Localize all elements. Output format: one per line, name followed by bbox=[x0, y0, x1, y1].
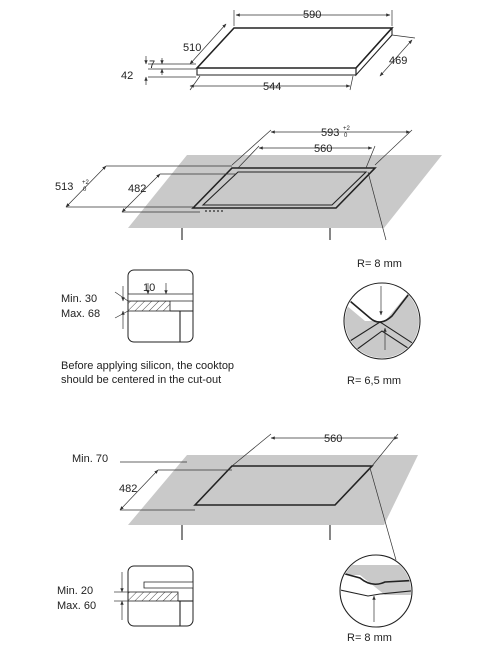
cutout-section bbox=[55, 126, 442, 387]
cooktop-front-edge bbox=[197, 68, 356, 75]
dim-inner-depth-482: 482 bbox=[128, 183, 147, 195]
radius-bottom-label: R= 6,5 mm bbox=[347, 375, 402, 387]
dim-height-42: 42 bbox=[121, 70, 134, 82]
dim-cutout-width-593: 593 bbox=[321, 127, 340, 139]
svg-text:0: 0 bbox=[344, 133, 348, 139]
dim-width-544: 544 bbox=[263, 81, 282, 93]
dim-depth-469: 469 bbox=[389, 55, 408, 67]
dim-width-560-2: 560 bbox=[324, 433, 343, 445]
cross-section-1 bbox=[115, 270, 193, 342]
install-section bbox=[57, 433, 420, 644]
min-70-label: Min. 70 bbox=[72, 453, 109, 465]
dim-rim-7: 7 bbox=[149, 59, 156, 71]
svg-text:0: 0 bbox=[83, 187, 87, 193]
dim-depth-482-2: 482 bbox=[119, 483, 138, 495]
note-line-2: should be centered in the cut-out bbox=[61, 374, 222, 386]
max-68-label: Max. 68 bbox=[61, 308, 101, 320]
dim-inner-width-560: 560 bbox=[314, 143, 333, 155]
dim-width-590: 590 bbox=[303, 9, 322, 21]
dim-cutout-depth-513: 513 bbox=[55, 181, 74, 193]
min-30-label: Min. 30 bbox=[61, 293, 98, 305]
cross-section-2 bbox=[114, 566, 193, 626]
corner-detail-r8-2 bbox=[335, 555, 420, 627]
radius-label-3: R= 8 mm bbox=[347, 632, 392, 644]
offset-10-label: 10 bbox=[143, 282, 156, 294]
dim-cutout-width-tol: +2 bbox=[343, 126, 350, 132]
cooktop-dimensions bbox=[121, 9, 415, 93]
radius-top-label: R= 8 mm bbox=[357, 258, 402, 270]
max-60-label: Max. 60 bbox=[57, 600, 97, 612]
cooktop-section-hatch bbox=[128, 301, 170, 311]
note-line-1: Before applying silicon, the cooktop bbox=[61, 360, 235, 372]
min-20-label: Min. 20 bbox=[57, 585, 94, 597]
dim-depth-510: 510 bbox=[183, 42, 202, 54]
dim-cutout-depth-tol: +2 bbox=[82, 180, 89, 186]
cooktop-top-surface bbox=[197, 28, 392, 68]
cooktop-section-hatch-2 bbox=[128, 592, 178, 601]
corner-detail-r8 bbox=[340, 283, 430, 370]
